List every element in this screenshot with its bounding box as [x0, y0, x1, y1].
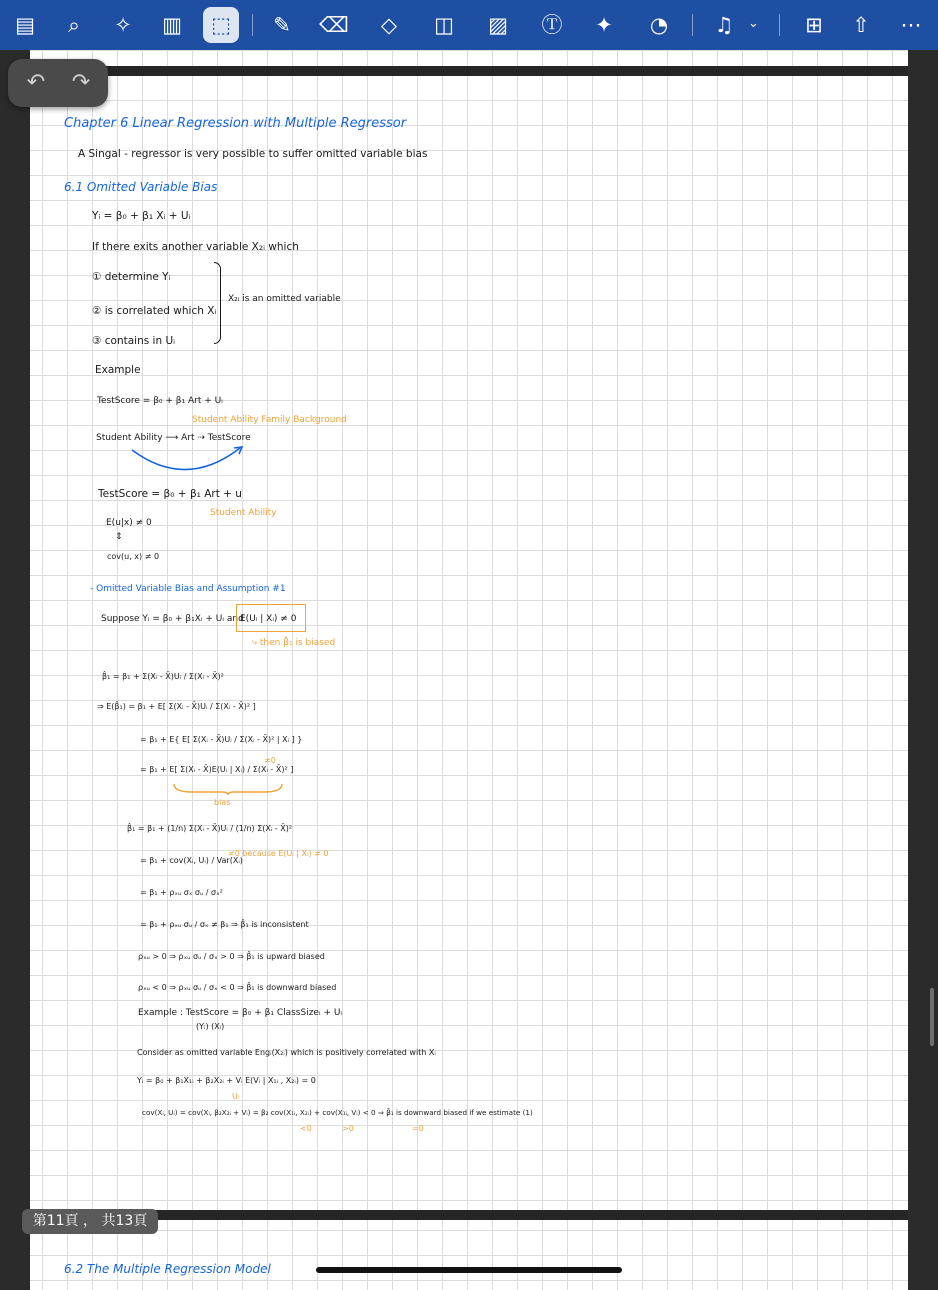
note-line: >0: [342, 1124, 354, 1133]
page-top-divider: [30, 66, 908, 76]
note-line: = β₁ + ρₓᵤ σₓ σᵤ / σₓ²: [140, 888, 223, 897]
note-line: Example : TestScore = β₀ + β₁ ClassSizeᵢ + Uᵢ: [138, 1008, 343, 1018]
note-line: ⇕: [115, 532, 123, 542]
note-line: =0: [412, 1124, 424, 1133]
note-line: Student Ability: [210, 508, 277, 518]
mic-icon[interactable]: ♫: [714, 13, 734, 37]
note-line: If there exits another variable X₂ᵢ which: [92, 241, 299, 253]
toolbar-divider: [779, 14, 780, 36]
laser-icon[interactable]: ✦: [595, 13, 613, 37]
toolbar: [0, 0, 938, 50]
note-line: ρₓᵤ < 0 ⇒ ρₓᵤ σᵤ / σₓ < 0 ⇒ β̂₁ is downward biased: [138, 983, 337, 992]
note-line: ⤷ then β̂₁ is biased: [252, 638, 336, 648]
intro-line: A Singal - regressor is very possible to suffer omitted variable bias: [78, 148, 428, 160]
toolbar-divider: [692, 14, 693, 36]
note-line: Consider as omitted variable Engᵢ(X₂ᵢ) which is positively correlated with Xᵢ: [137, 1048, 436, 1057]
undo-redo-panel: [8, 59, 108, 107]
bucket-icon[interactable]: ◔: [649, 13, 669, 37]
note-line: ≠0: [264, 756, 276, 765]
note-line: X₂ᵢ is an omitted variable: [228, 294, 341, 304]
note-line: E(u|x) ≠ 0: [106, 518, 152, 528]
lasso-icon[interactable]: ⬚: [203, 7, 239, 43]
note-line: Yᵢ = β₀ + β₁ Xᵢ + Uᵢ: [92, 210, 191, 222]
magic-icon[interactable]: ✧: [114, 13, 132, 37]
note-line: TestScore = β₀ + β₁ Art + u: [98, 488, 242, 500]
note-line: ≠0 because E(Uᵢ | Xᵢ) ≠ 0: [228, 849, 329, 858]
add-page-icon[interactable]: ⊞: [805, 13, 823, 37]
search-icon[interactable]: ⌕: [68, 13, 80, 37]
section-heading: 6.2 The Multiple Regression Model: [64, 1262, 271, 1276]
note-line: ⇒ E(β̂₁) = β₁ + E[ Σ(Xᵢ - X̄)Uᵢ / Σ(Xᵢ - X̄)² ]: [97, 702, 256, 711]
sticker-icon[interactable]: ◫: [434, 13, 454, 37]
page-indicator: 第11頁 ， 共13頁: [22, 1209, 158, 1234]
shapes-icon[interactable]: ◇: [380, 13, 398, 37]
note-line: ② is correlated which Xᵢ: [92, 305, 217, 317]
chevron-down-icon[interactable]: ⌄: [748, 16, 759, 31]
note-line: Example: [95, 364, 141, 376]
note-line: ① determine Yᵢ: [92, 271, 171, 283]
note-line: (Yᵢ) (Xᵢ): [196, 1022, 225, 1031]
note-line: ρₓᵤ > 0 ⇒ ρₓᵤ σᵤ / σₓ > 0 ⇒ β̂₁ is upward biased: [138, 952, 325, 961]
note-line: ③ contains in Uᵢ: [92, 335, 176, 347]
note-line: Uᵢ: [232, 1092, 240, 1101]
note-line: bias: [214, 798, 231, 807]
note-line: β̂₁ = β₁ + (1/n) Σ(Xᵢ - X̄)Uᵢ / (1/n) Σ(Xᵢ - X̄)²: [127, 824, 293, 833]
text-icon[interactable]: Ⓣ: [541, 13, 563, 37]
underbrace: [172, 782, 284, 796]
undo-icon[interactable]: ↶: [26, 70, 46, 95]
ai-icon[interactable]: ▥: [162, 13, 182, 37]
home-indicator: [316, 1267, 622, 1273]
note-line: TestScore = β₀ + β₁ Art + Uᵢ: [97, 396, 223, 406]
note-line: Student Ability Family Background: [192, 415, 347, 425]
image-icon[interactable]: ▨: [488, 13, 508, 37]
subsection-heading: - Omitted Variable Bias and Assumption #1: [90, 584, 286, 594]
note-line: = β₁ + ρₓᵤ σᵤ / σₓ ≠ β₁ ⇒ β̂₁ is inconsistent: [140, 920, 309, 929]
note-line: Yᵢ = β₀ + β₁X₁ᵢ + β₂X₂ᵢ + Vᵢ E(Vᵢ | X₁ᵢ , X₂ᵢ) = 0: [137, 1076, 316, 1085]
pen-icon[interactable]: ✎: [273, 13, 291, 37]
more-icon[interactable]: ⋯: [900, 13, 922, 37]
note-line: Student Ability ⟶ Art ⇢ TestScore: [96, 433, 251, 443]
section-heading: 6.1 Omitted Variable Bias: [64, 180, 218, 194]
sidebar-icon[interactable]: ▤: [15, 13, 35, 37]
note-line: E(Uᵢ | Xᵢ) ≠ 0: [240, 614, 297, 624]
note-line: = β₁ + E[ Σ(Xᵢ - X̄)E(Uᵢ | Xᵢ) / Σ(Xᵢ - X̄)² ]: [140, 765, 294, 774]
note-line: <0: [300, 1124, 312, 1133]
redo-icon[interactable]: ↷: [71, 70, 91, 95]
brace: [214, 262, 221, 344]
note-line: cov(u, x) ≠ 0: [107, 552, 160, 561]
note-line: Suppose Yᵢ = β₀ + β₁Xᵢ + Uᵢ and: [101, 614, 244, 624]
note-line: β̂₁ = β₁ + Σ(Xᵢ - X̄)Uᵢ / Σ(Xᵢ - X̄)²: [102, 672, 224, 681]
toolbar-divider: [252, 14, 253, 36]
arc-arrow: [128, 444, 250, 474]
eraser-icon[interactable]: ⌫: [319, 13, 349, 37]
scrollbar[interactable]: [930, 988, 934, 1046]
chapter-title: Chapter 6 Linear Regression with Multiple Regressor: [64, 116, 407, 131]
share-icon[interactable]: ⇧: [852, 13, 870, 37]
note-line: = β₁ + E{ E[ Σ(Xᵢ - X̄)Uᵢ / Σ(Xᵢ - X̄)² | Xᵢ ] }: [140, 735, 303, 744]
note-line: cov(Xᵢ, Uᵢ) = cov(Xᵢ, β₂X₂ᵢ + Vᵢ) = β₂ cov(X₁ᵢ, X₂ᵢ) + cov(X₁ᵢ, Vᵢ) < 0 ⇒ β̂₁ is downward biased if we estimate (1): [142, 1108, 533, 1117]
notebook-page[interactable]: [30, 50, 908, 1210]
note-line: = β₁ + cov(Xᵢ, Uᵢ) / Var(Xᵢ): [140, 856, 243, 865]
page-bottom-divider: [30, 1210, 908, 1220]
